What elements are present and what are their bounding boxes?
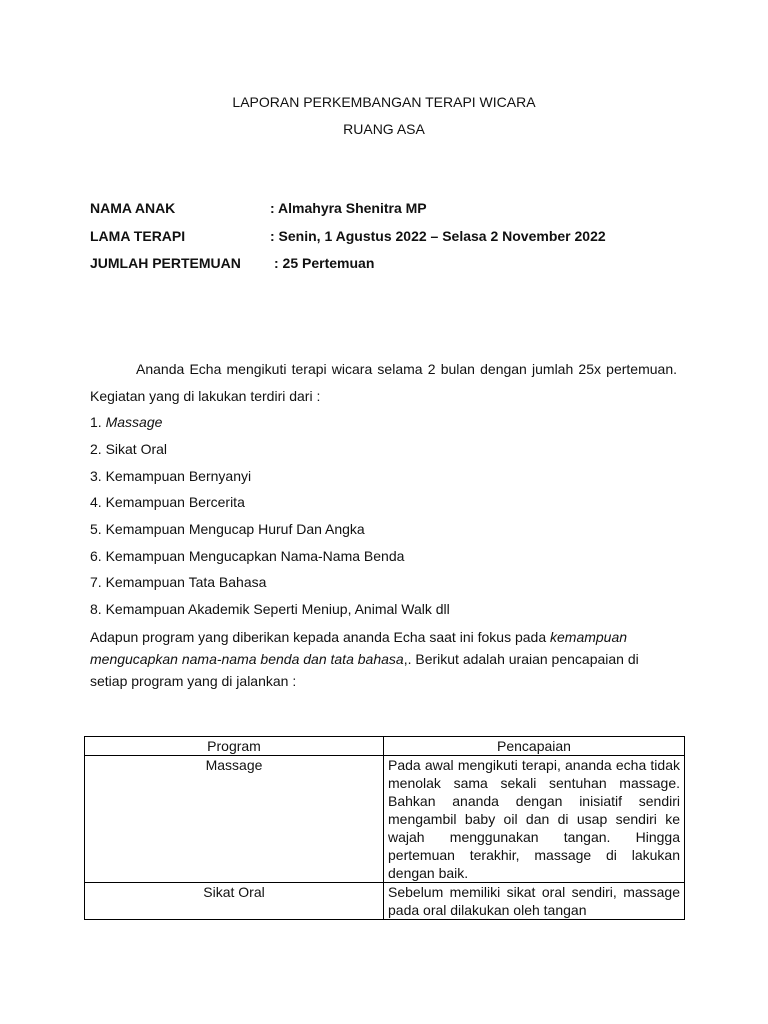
activity-text: 1. Massage [90, 414, 163, 430]
activity-emphasis: Massage [105, 414, 163, 430]
activity-item: 3. Kemampuan Bernyanyi [90, 468, 252, 484]
activity-item: 8. Kemampuan Akademik Seperti Meniup, Animal Walk dll [90, 601, 450, 617]
achievement-cell: Pada awal mengikuti terapi, ananda echa tidak menolak sama sekali sentuhan massage. Bahkan ananda dengan inisiatif sendiri mengambil baby oil dan di usap sendiri ke wajah menggunakan tangan. Hingga pertemuan terakhir, massage di lakukan dengan baik. [384, 756, 685, 883]
program-cell: Sikat Oral [85, 883, 384, 920]
activity-item: 2. Sikat Oral [90, 441, 168, 457]
focus-post: ,. Berikut adalah uraian pencapaian di setiap program yang di jalankan : [90, 651, 639, 689]
activity-item: 5. Kemampuan Mengucap Huruf Dan Angka [90, 521, 365, 537]
table-row [85, 883, 685, 920]
table-row [85, 756, 685, 883]
meta-label: NAMA ANAK [90, 200, 176, 216]
meta-label: LAMA TERAPI [90, 228, 186, 244]
meta-label: JUMLAH PERTEMUAN [90, 255, 241, 271]
meta-row-child-name [90, 200, 427, 216]
meta-value: : 25 Pertemuan [274, 255, 375, 271]
program-cell: Massage [85, 756, 384, 883]
meta-row-therapy-duration [90, 228, 606, 244]
focus-pre: Adapun program yang diberikan kepada ananda Echa saat ini fokus pada [90, 629, 550, 645]
report-title: LAPORAN PERKEMBANGAN TERAPI WICARA [232, 94, 536, 110]
achievement-table [84, 736, 685, 920]
header-program: Program [85, 737, 384, 756]
focus-paragraph [90, 626, 677, 692]
intro-paragraph: Ananda Echa mengikuti terapi wicara selama 2 bulan dengan jumlah 25x pertemuan. Kegiatan yang di lakukan terdiri dari : [90, 361, 677, 404]
table-header-row [85, 737, 685, 756]
meta-value: : Senin, 1 Agustus 2022 – Selasa 2 November 2022 [270, 228, 606, 244]
header-achievement: Pencapaian [384, 737, 685, 756]
achievement-cell: Sebelum memiliki sikat oral sendiri, massage pada oral dilakukan oleh tangan [384, 883, 685, 920]
report-subtitle: RUANG ASA [343, 121, 425, 137]
meta-row-session-count [90, 255, 374, 271]
activity-item: 6. Kemampuan Mengucapkan Nama-Nama Benda [90, 548, 405, 564]
activity-item: 7. Kemampuan Tata Bahasa [90, 574, 267, 590]
activity-item: 4. Kemampuan Bercerita [90, 494, 245, 510]
focus-emphasis: kemampuan mengucapkan nama-nama benda dan tata bahasa [90, 629, 628, 667]
activity-item [90, 414, 162, 430]
meta-value: : Almahyra Shenitra MP [270, 200, 427, 216]
